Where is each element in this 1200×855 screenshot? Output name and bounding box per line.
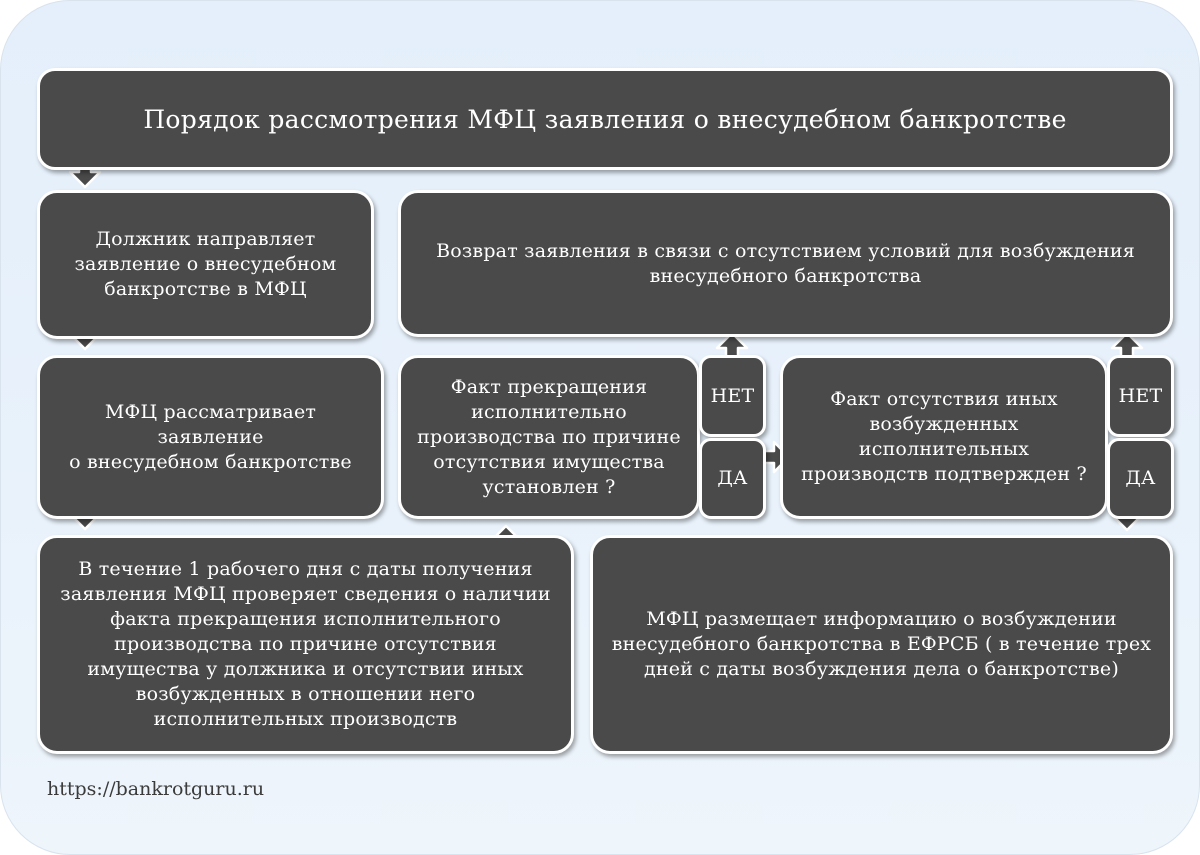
step-debtor-submits: Должник направляет заявление о внесудебном банкротстве в МФЦ — [37, 190, 374, 339]
step-mfc-publishes: МФЦ размещает информацию о возбуждении внесудебного банкротства в ЕФРСБ ( в течение трех дней с даты возбуждения дела о банкротстве) — [590, 535, 1173, 754]
question-no-other-proceedings: Факт отсутствия иных возбужденных исполнительных производств подтвержден ? — [780, 355, 1108, 519]
answer-yes-1: ДА — [699, 438, 766, 519]
answer-no-2: НЕТ — [1107, 355, 1174, 437]
footer-url: https://bankrotguru.ru — [47, 778, 265, 800]
diagram-title: Порядок рассмотрения МФЦ заявления о внесудебном банкротстве — [37, 68, 1173, 170]
answer-yes-2: ДА — [1107, 438, 1174, 519]
answer-no-1: НЕТ — [699, 355, 766, 437]
step-mfc-checks: В течение 1 рабочего дня с даты получения заявления МФЦ проверяет сведения о наличии факта прекращения исполнительного производства по причине отсутствия имущества у должника и отсутствии иных возбужденных в отношении него исполнительных производств — [37, 535, 574, 754]
step-mfc-reviews: МФЦ рассматривает заявление о внесудебном банкротстве — [37, 355, 384, 519]
step-return-application: Возврат заявления в связи с отсутствием условий для возбуждения внесудебного банкротства — [398, 190, 1173, 337]
question-termination: Факт прекращения исполнительно производства по причине отсутствия имущества установлен ? — [398, 355, 700, 519]
